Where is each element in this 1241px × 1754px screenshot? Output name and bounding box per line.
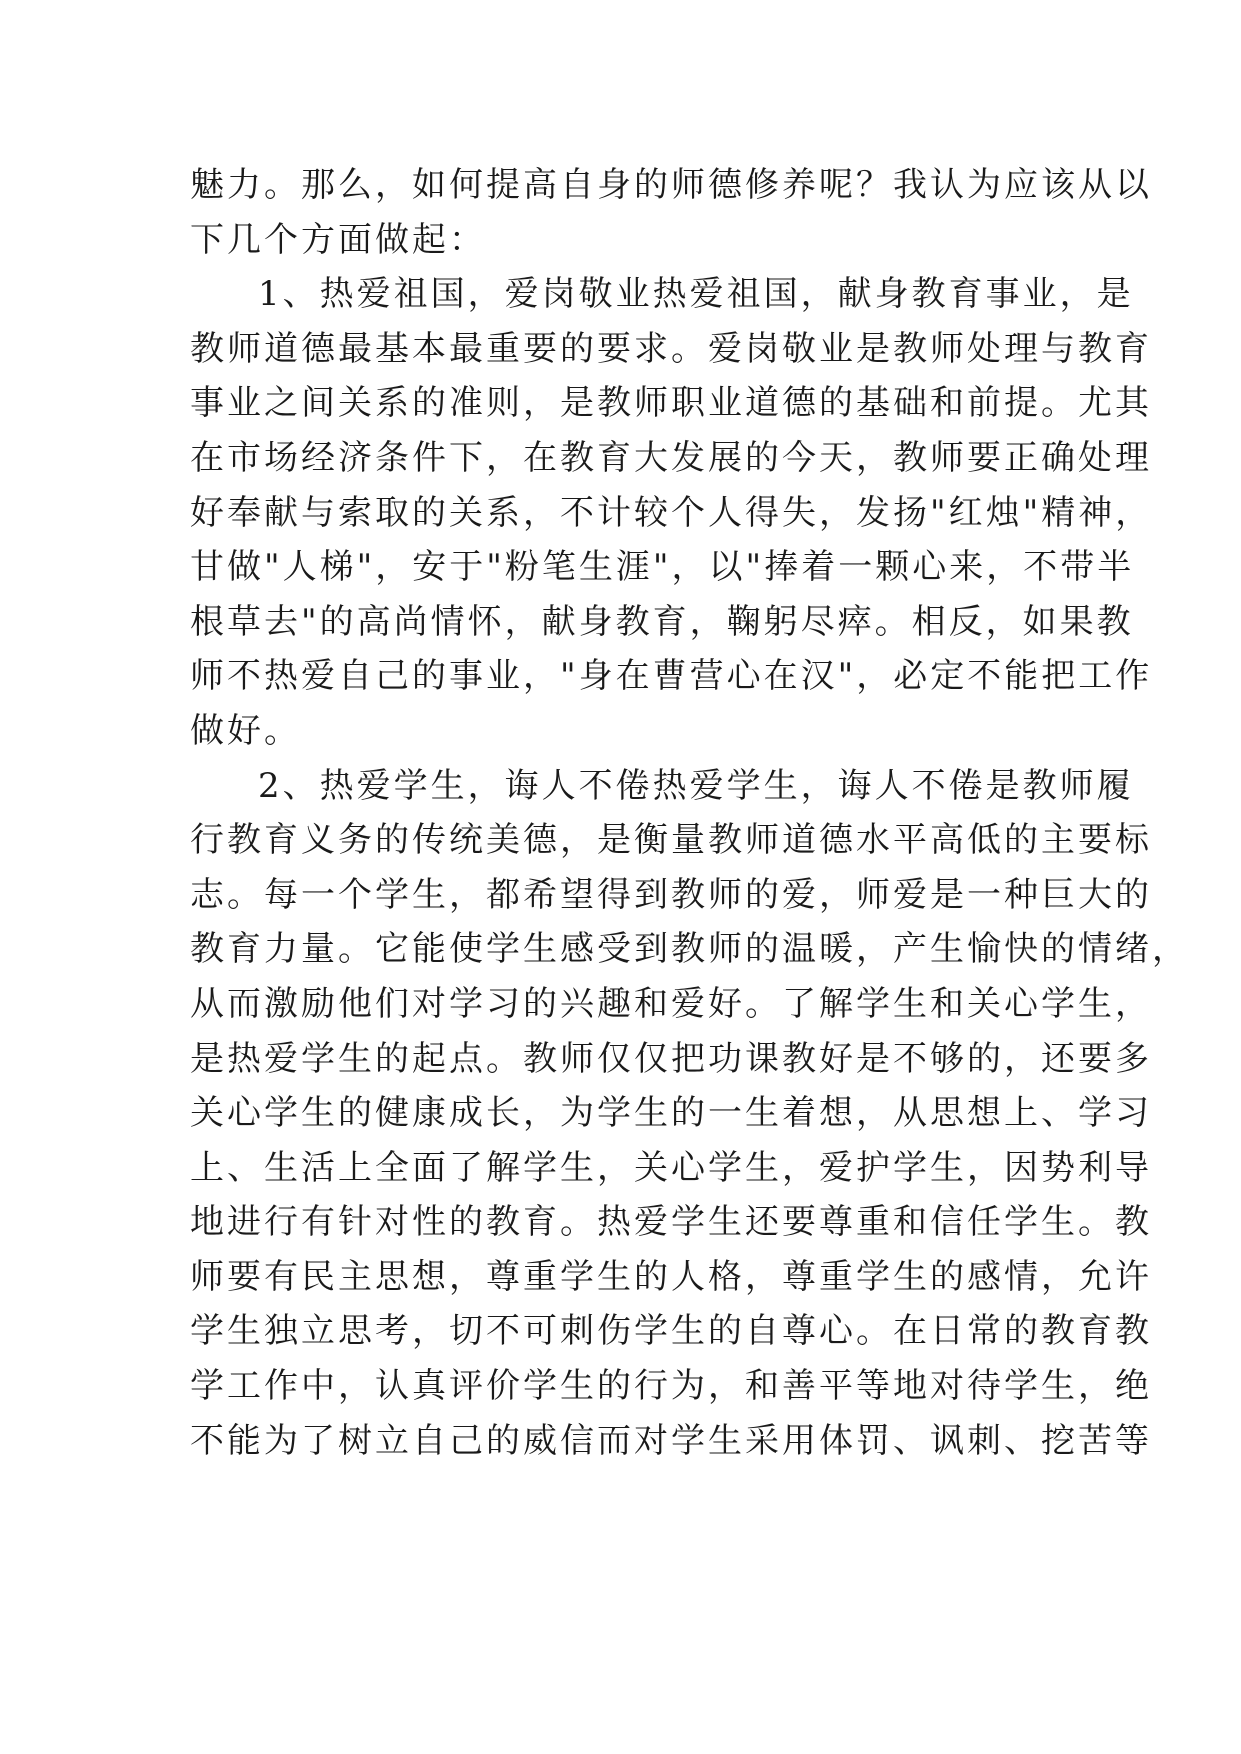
text-line: 志。每一个学生，都希望得到教师的爱，师爱是一种巨大的	[190, 874, 1152, 915]
text-line: 做好。	[190, 710, 301, 751]
text-line: 教师道德最基本最重要的要求。爱岗敬业是教师处理与教育	[190, 328, 1152, 369]
text-line: 事业之间关系的准则，是教师职业道德的基础和前提。尤其	[190, 383, 1152, 424]
paragraph-1-first-line: 1、热爱祖国，爱岗敬业热爱祖国，献身教育事业，是	[258, 274, 1134, 315]
text-line: 教育力量。它能使学生感受到教师的温暖，产生愉快的情绪，	[190, 929, 1189, 970]
text-line: 从而激励他们对学习的兴趣和爱好。了解学生和关心学生，	[190, 983, 1152, 1024]
body-text	[190, 158, 1189, 1468]
text-line: 是热爱学生的起点。教师仅仅把功课教好是不够的，还要多	[190, 1038, 1152, 1079]
text-line: 师要有民主思想，尊重学生的人格，尊重学生的感情，允许	[190, 1256, 1152, 1297]
text-line: 地进行有针对性的教育。热爱学生还要尊重和信任学生。教	[190, 1202, 1152, 1243]
paragraph-2-first-line: 2、热爱学生，诲人不倦热爱学生，诲人不倦是教师履	[258, 765, 1134, 806]
text-line: 不能为了树立自己的威信而对学生采用体罚、讽刺、挖苦等	[190, 1420, 1152, 1461]
text-line: 学生独立思考，切不可刺伤学生的自尊心。在日常的教育教	[190, 1311, 1152, 1352]
text-line: 行教育义务的传统美德，是衡量教师道德水平高低的主要标	[190, 820, 1152, 861]
text-line: 好奉献与索取的关系，不计较个人得失，发扬"红烛"精神，	[190, 492, 1153, 533]
text-line: 关心学生的健康成长，为学生的一生着想，从思想上、学习	[190, 1093, 1152, 1134]
text-line: 下几个方面做起：	[190, 219, 486, 260]
text-line: 根草去"的高尚情怀，献身教育，鞠躬尽瘁。相反，如果教	[190, 601, 1134, 642]
text-line: 学工作中，认真评价学生的行为，和善平等地对待学生，绝	[190, 1366, 1152, 1407]
text-line: 师不热爱自己的事业，"身在曹营心在汉"，必定不能把工作	[190, 656, 1153, 697]
text-line: 甘做"人梯"，安于"粉笔生涯"，以"捧着一颗心来，不带半	[190, 547, 1135, 588]
text-line: 上、生活上全面了解学生，关心学生，爱护学生，因势利导	[190, 1147, 1152, 1188]
text-line: 在市场经济条件下，在教育大发展的今天，教师要正确处理	[190, 437, 1152, 478]
text-line: 魅力。那么，如何提高自身的师德修养呢？我认为应该从以	[190, 165, 1152, 205]
